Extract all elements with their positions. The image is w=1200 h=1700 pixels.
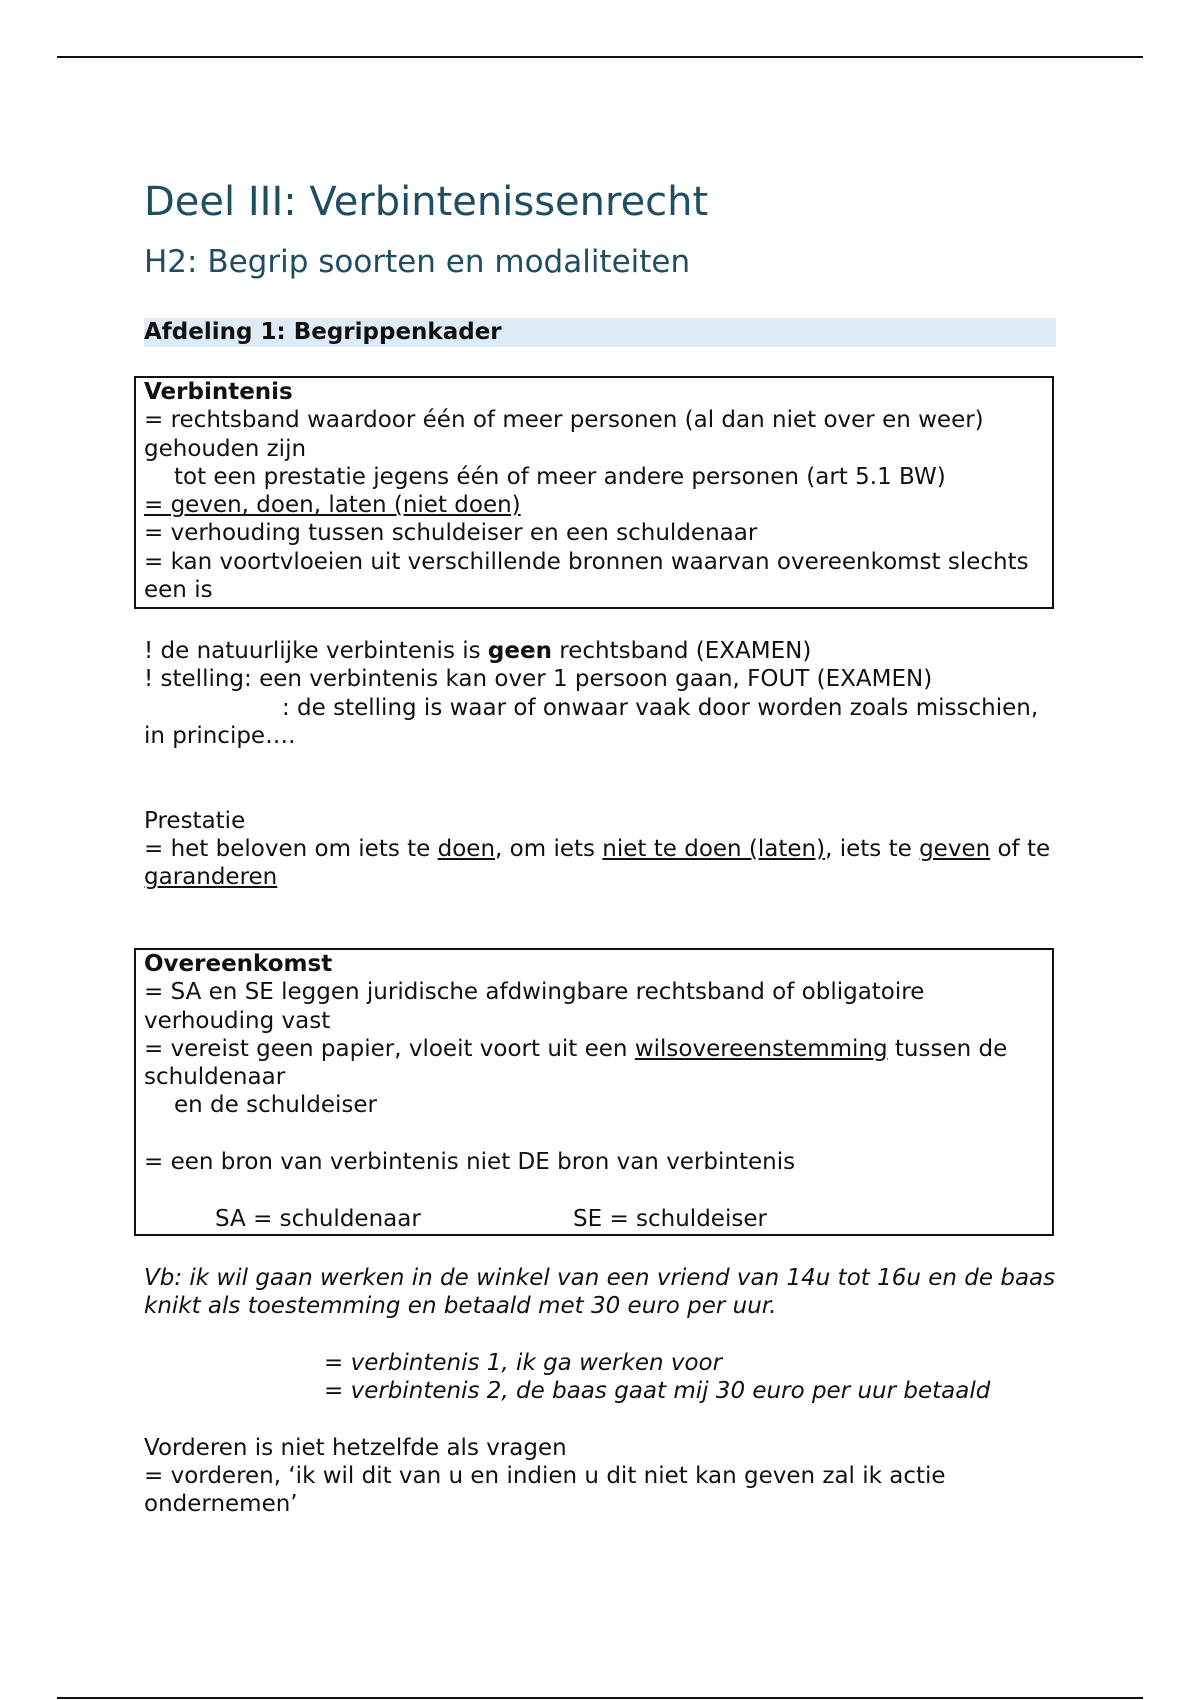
- note-1-bold: geen: [487, 638, 552, 664]
- prestatie-doen: doen: [437, 836, 496, 863]
- overeenkomst-line-3: en de schuldeiser: [174, 1092, 378, 1119]
- note-1: [144, 637, 1064, 665]
- overeenkomst-line-2-pre: = vereist geen papier, vloeit voort uit een: [144, 1035, 635, 1062]
- header-rule: [57, 56, 1143, 58]
- verbintenis-line-5: = kan voortvloeien uit verschillende bronnen waarvan overeenkomst slechts een is: [144, 548, 1029, 604]
- overeenkomst-box: [134, 948, 1054, 1236]
- note-2: ! stelling: een verbintenis kan over 1 persoon gaan, FOUT (EXAMEN): [144, 666, 933, 693]
- verbintenis-box: [134, 376, 1054, 609]
- prestatie-t3: , iets te: [825, 836, 920, 863]
- se-definition: SE = schuldeiser: [573, 1205, 767, 1232]
- prestatie-t4: of te: [990, 836, 1051, 863]
- document-body: [144, 176, 1064, 1519]
- section-heading: Afdeling 1: Begrippenkader: [144, 318, 1056, 347]
- verbintenis-line-3: = geven, doen, laten (niet doen): [144, 492, 521, 519]
- prestatie-definition: [144, 835, 1064, 892]
- example-text: Vb: ik wil gaan werken in de winkel van een vriend van 14u tot 16u en de baas knikt als toestemming en betaald met 30 euro per uur.: [144, 1264, 1056, 1320]
- vorderen-line-2: = vorderen, ‘ik wil dit van u en indien u dit niet kan geven zal ik actie ondernemen’: [144, 1463, 946, 1518]
- prestatie-laten: niet te doen (laten): [602, 836, 826, 863]
- prestatie-t1: = het beloven om iets te: [144, 836, 438, 863]
- overeenkomst-line-2: [144, 1035, 1044, 1092]
- note-1-text: ! de natuurlijke verbintenis is: [144, 638, 488, 664]
- document-title: Deel III: Verbintenissenrecht: [144, 179, 709, 225]
- verbintenis-heading: Verbintenis: [144, 379, 293, 405]
- verbintenis-line-2: tot een prestatie jegens één of meer andere personen (art 5.1 BW): [174, 463, 946, 490]
- example-verbintenis-2: = verbintenis 2, de baas gaat mij 30 euro per uur betaald: [324, 1378, 991, 1405]
- note-3: [144, 694, 1064, 751]
- sa-indent: [144, 1205, 215, 1233]
- overeenkomst-line-1: = SA en SE leggen juridische afdwingbare rechtsband of obligatoire verhouding vast: [144, 979, 925, 1034]
- prestatie-garanderen: garanderen: [144, 864, 278, 891]
- sa-definition: SA = schuldenaar: [215, 1205, 421, 1232]
- overeenkomst-line-2-post: tussen de schuldenaar: [144, 1035, 1008, 1091]
- verbintenis-line-1: = rechtsband waardoor één of meer personen (al dan niet over en weer) gehouden zijn: [144, 407, 984, 462]
- footer-rule: [57, 1697, 1143, 1699]
- note-1-tail: rechtsband (EXAMEN): [551, 638, 812, 664]
- prestatie-geven: geven: [919, 836, 991, 863]
- overeenkomst-wilsovereenstemming: wilsovereenstemming: [634, 1035, 888, 1062]
- sa-se-line: [144, 1205, 1044, 1233]
- verbintenis-line-3-wrap: [144, 491, 1044, 519]
- example-verbintenis-1: = verbintenis 1, ik ga werken voor: [324, 1349, 723, 1376]
- prestatie-heading: Prestatie: [144, 807, 246, 834]
- note-3-text: : de stelling is waar of onwaar vaak door worden zoals misschien, in principe….: [144, 694, 1039, 749]
- overeenkomst-heading: Overeenkomst: [144, 950, 333, 977]
- overeenkomst-line-4: = een bron van verbintenis niet DE bron van verbintenis: [144, 1149, 796, 1176]
- vorderen-line-1: Vorderen is niet hetzelfde als vragen: [144, 1434, 567, 1461]
- prestatie-t2: , om iets: [495, 836, 603, 863]
- chapter-title: H2: Begrip soorten en modaliteiten: [144, 244, 691, 280]
- verbintenis-line-4: = verhouding tussen schuldeiser en een schuldenaar: [144, 520, 758, 547]
